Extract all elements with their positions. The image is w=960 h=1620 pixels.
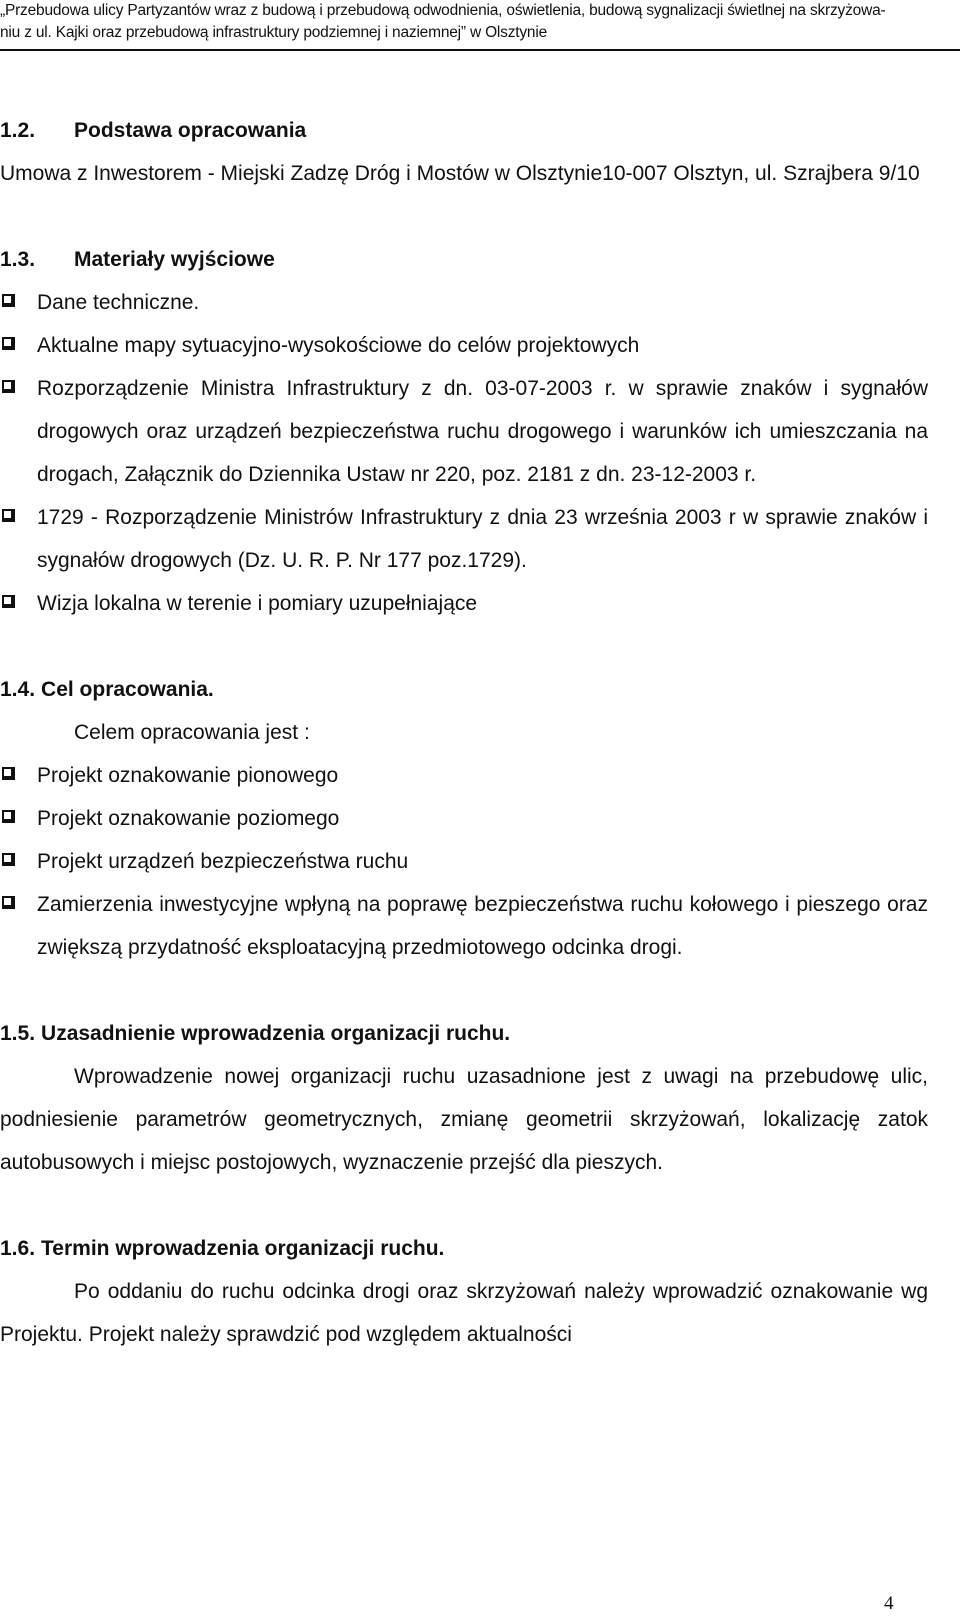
section-1-2-paragraph: Umowa z Inwestorem - Miejski Zadzę Dróg i Mostów w Olsztynie10-007 Olsztyn, ul. Szrajbera 9/10	[0, 162, 920, 185]
running-header	[0, 0, 930, 44]
section-title: Materiały wyjściowe	[74, 248, 275, 271]
list-item: Wizja lokalna w terenie i pomiary uzupełniające	[0, 582, 928, 625]
checkbox-bullet-icon	[2, 509, 15, 522]
checkbox-bullet-icon	[2, 294, 15, 307]
page-number: 4	[884, 1593, 894, 1614]
section-title: Cel opracowania.	[41, 678, 214, 701]
goals-list	[0, 754, 928, 969]
section-number: 1.2.	[0, 119, 36, 142]
section-1-6-paragraph: Po oddaniu do ruchu odcinka drogi oraz skrzyżowań należy wprowadzić oznakowanie wg Projektu. Projekt należy sprawdzić pod względem aktualności	[0, 1280, 928, 1346]
section-heading-1-4	[0, 668, 928, 711]
checkbox-bullet-icon	[2, 853, 15, 866]
section-number: 1.3.	[0, 248, 36, 271]
section-heading-1-5	[0, 1012, 928, 1055]
section-title: Uzasadnienie wprowadzenia organizacji ruchu.	[41, 1022, 511, 1045]
list-item: Rozporządzenie Ministra Infrastruktury z dn. 03-07-2003 r. w sprawie znaków i sygnałów drogowych oraz urządzeń bezpieczeństwa ruchu drogowego i warunków ich umieszczania na drogach, Załącznik do Dziennika Ustaw nr 220, poz. 2181 z dn. 23-12-2003 r.	[0, 367, 928, 496]
section-number: 1.6.	[0, 1237, 36, 1260]
section-heading-1-6	[0, 1227, 928, 1270]
document-body	[0, 109, 928, 1356]
list-item: Projekt oznakowanie pionowego	[0, 754, 928, 797]
section-heading-1-2	[0, 109, 928, 152]
section-1-4-intro: Celem opracowania jest :	[74, 721, 310, 744]
checkbox-bullet-icon	[2, 896, 15, 909]
list-item: Projekt oznakowanie poziomego	[0, 797, 928, 840]
header-line-2: niu z ul. Kajki oraz przebudową infrastruktury podziemnej i naziemnej” w Olsztynie	[0, 24, 548, 41]
list-item: 1729 - Rozporządzenie Ministrów Infrastruktury z dnia 23 września 2003 r w sprawie znaków i sygnałów drogowych (Dz. U. R. P. Nr 177 poz.1729).	[0, 496, 928, 582]
checkbox-bullet-icon	[2, 337, 15, 350]
section-heading-1-3	[0, 238, 928, 281]
section-number: 1.5.	[0, 1022, 36, 1045]
list-item: Aktualne mapy sytuacyjno-wysokościowe do celów projektowych	[0, 324, 928, 367]
section-title: Termin wprowadzenia organizacji ruchu.	[41, 1237, 445, 1260]
section-1-5-paragraph: Wprowadzenie nowej organizacji ruchu uzasadnione jest z uwagi na przebudowę ulic, podniesienie parametrów geometrycznych, zmianę geometrii skrzyżowań, lokalizację zatok autobusowych i miejsc postojowych, wyznaczenie przejść dla pieszych.	[0, 1065, 928, 1174]
list-item: Zamierzenia inwestycyjne wpłyną na poprawę bezpieczeństwa ruchu kołowego i pieszego oraz zwiększą przydatność eksploatacyjną przedmiotowego odcinka drogi.	[0, 883, 928, 969]
header-divider	[0, 49, 960, 51]
header-line-1: „Przebudowa ulicy Partyzantów wraz z budową i przebudową odwodnienia, oświetlenia, budową sygnalizacji świetlnej na skrzyżowa-	[0, 2, 886, 19]
list-item: Dane techniczne.	[0, 281, 928, 324]
section-number: 1.4.	[0, 678, 36, 701]
source-materials-list	[0, 281, 928, 625]
checkbox-bullet-icon	[2, 767, 15, 780]
checkbox-bullet-icon	[2, 810, 15, 823]
checkbox-bullet-icon	[2, 380, 15, 393]
section-title: Podstawa opracowania	[74, 119, 307, 142]
list-item: Projekt urządzeń bezpieczeństwa ruchu	[0, 840, 928, 883]
checkbox-bullet-icon	[2, 595, 15, 608]
